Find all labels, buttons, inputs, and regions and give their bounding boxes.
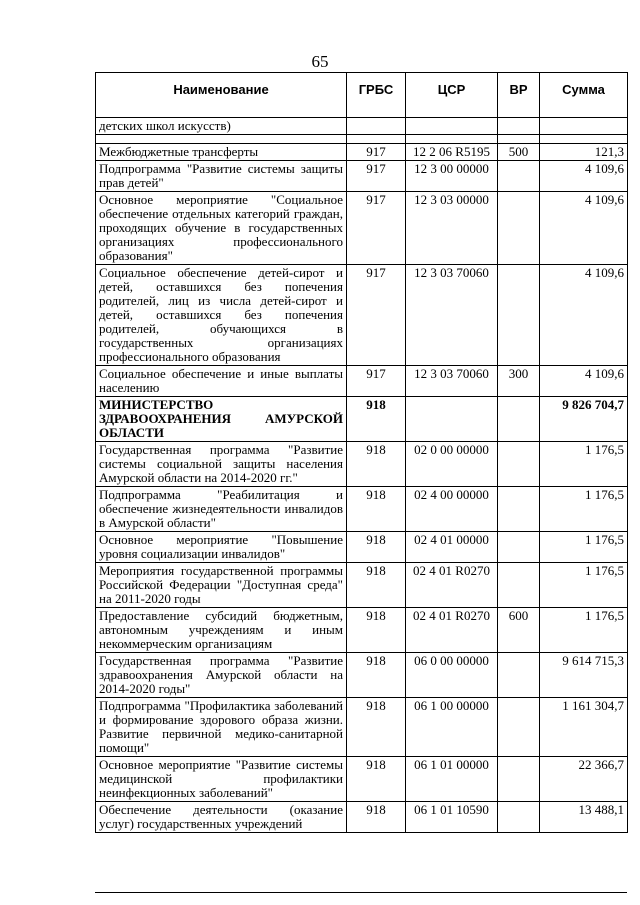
row-grbs-cell: 917 xyxy=(347,265,406,366)
row-name-cell: Подпрограмма "Реабилитация и обеспечение жизнедеятельности инвалидов в Амурской области" xyxy=(96,487,347,532)
row-vr-cell xyxy=(498,802,540,833)
row-sum-cell: 4 109,6 xyxy=(540,366,628,397)
row-sum-cell: 1 176,5 xyxy=(540,487,628,532)
row-name-cell: Социальное обеспечение детей-сирот и детей, оставшихся без попечения родителей, лиц из числа детей-сирот и детей, оставшихся без попечения родителей, обучающихся в государственных организациях профессионального образования xyxy=(96,265,347,366)
row-grbs-cell: 918 xyxy=(347,442,406,487)
table-row xyxy=(96,442,628,487)
row-name-cell: Основное мероприятие "Развитие системы медицинской профилактики неинфекционных заболеваний" xyxy=(96,757,347,802)
row-grbs-cell: 918 xyxy=(347,698,406,757)
row-name-cell: Социальное обеспечение и иные выплаты населению xyxy=(96,366,347,397)
table-row xyxy=(96,653,628,698)
row-csr-cell: 02 0 00 00000 xyxy=(406,442,498,487)
row-vr-cell xyxy=(498,563,540,608)
page-number: 65 xyxy=(311,52,329,71)
row-grbs-cell xyxy=(347,135,406,144)
table-row xyxy=(96,757,628,802)
row-name-cell: Государственная программа "Развитие здравоохранения Амурской области на 2014-2020 годы" xyxy=(96,653,347,698)
header-name: Наименование xyxy=(96,73,347,118)
row-sum-cell: 9 614 715,3 xyxy=(540,653,628,698)
row-vr-cell xyxy=(498,135,540,144)
row-grbs-cell: 918 xyxy=(347,757,406,802)
table-row xyxy=(96,265,628,366)
row-grbs-cell xyxy=(347,118,406,135)
row-vr-cell: 600 xyxy=(498,608,540,653)
row-vr-cell xyxy=(498,653,540,698)
table-row xyxy=(96,698,628,757)
row-name-cell: Мероприятия государственной программы Российской Федерации "Доступная среда" на 2011-2020 годы xyxy=(96,563,347,608)
row-sum-cell: 13 488,1 xyxy=(540,802,628,833)
row-vr-cell xyxy=(498,757,540,802)
row-grbs-cell: 917 xyxy=(347,161,406,192)
row-sum-cell: 1 176,5 xyxy=(540,563,628,608)
table-row xyxy=(96,366,628,397)
row-csr-cell: 02 4 01 R0270 xyxy=(406,563,498,608)
row-name-cell: Основное мероприятие "Социальное обеспечение отдельных категорий граждан, проходящих обучение в государственных организациях профессионального образования" xyxy=(96,192,347,265)
header-vr: ВР xyxy=(498,73,540,118)
row-grbs-cell: 918 xyxy=(347,653,406,698)
row-vr-cell: 300 xyxy=(498,366,540,397)
header-sum: Сумма xyxy=(540,73,628,118)
table-body xyxy=(96,118,628,833)
row-name-cell xyxy=(96,135,347,144)
row-csr-cell: 06 1 01 10590 xyxy=(406,802,498,833)
row-vr-cell xyxy=(498,487,540,532)
header-row xyxy=(96,73,628,118)
row-name-cell: Предоставление субсидий бюджетным, автономным учреждениям и иным некоммерческим организациям xyxy=(96,608,347,653)
table-header xyxy=(96,73,628,118)
table-row xyxy=(96,608,628,653)
row-sum-cell: 4 109,6 xyxy=(540,265,628,366)
row-vr-cell xyxy=(498,161,540,192)
table-row xyxy=(96,397,628,442)
row-csr-cell: 12 3 03 70060 xyxy=(406,366,498,397)
row-vr-cell xyxy=(498,265,540,366)
row-grbs-cell: 918 xyxy=(347,532,406,563)
row-sum-cell xyxy=(540,135,628,144)
table-row xyxy=(96,118,628,135)
row-grbs-cell: 918 xyxy=(347,802,406,833)
row-vr-cell xyxy=(498,442,540,487)
row-name-cell: Подпрограмма "Профилактика заболеваний и формирование здорового образа жизни. Развитие первичной медико-санитарной помощи" xyxy=(96,698,347,757)
row-grbs-cell: 918 xyxy=(347,397,406,442)
row-csr-cell: 06 0 00 00000 xyxy=(406,653,498,698)
row-sum-cell: 4 109,6 xyxy=(540,161,628,192)
row-sum-cell: 22 366,7 xyxy=(540,757,628,802)
header-grbs: ГРБС xyxy=(347,73,406,118)
row-sum-cell: 1 176,5 xyxy=(540,532,628,563)
table-row xyxy=(96,563,628,608)
row-name-cell: Государственная программа "Развитие системы социальной защиты населения Амурской области на 2014-2020 гг." xyxy=(96,442,347,487)
row-name-cell: Основное мероприятие "Повышение уровня социализации инвалидов" xyxy=(96,532,347,563)
row-csr-cell: 12 3 03 70060 xyxy=(406,265,498,366)
budget-table xyxy=(95,72,628,833)
table-spacer-row xyxy=(96,135,628,144)
row-csr-cell: 12 2 06 R5195 xyxy=(406,144,498,161)
table-row xyxy=(96,532,628,563)
table-row xyxy=(96,144,628,161)
table-row xyxy=(96,487,628,532)
row-name-cell: детских школ искусств) xyxy=(96,118,347,135)
row-csr-cell: 06 1 01 00000 xyxy=(406,757,498,802)
row-name-cell: Межбюджетные трансферты xyxy=(96,144,347,161)
row-vr-cell: 500 xyxy=(498,144,540,161)
row-grbs-cell: 918 xyxy=(347,563,406,608)
table-row xyxy=(96,802,628,833)
bottom-rule xyxy=(95,892,627,893)
row-vr-cell xyxy=(498,118,540,135)
row-grbs-cell: 917 xyxy=(347,366,406,397)
row-sum-cell: 1 176,5 xyxy=(540,608,628,653)
row-vr-cell xyxy=(498,192,540,265)
row-grbs-cell: 917 xyxy=(347,144,406,161)
row-vr-cell xyxy=(498,397,540,442)
row-sum-cell: 121,3 xyxy=(540,144,628,161)
row-vr-cell xyxy=(498,532,540,563)
header-csr: ЦСР xyxy=(406,73,498,118)
row-sum-cell: 9 826 704,7 xyxy=(540,397,628,442)
row-sum-cell: 1 161 304,7 xyxy=(540,698,628,757)
row-csr-cell xyxy=(406,118,498,135)
row-vr-cell xyxy=(498,698,540,757)
row-csr-cell: 02 4 00 00000 xyxy=(406,487,498,532)
row-csr-cell: 06 1 00 00000 xyxy=(406,698,498,757)
row-csr-cell xyxy=(406,397,498,442)
row-grbs-cell: 918 xyxy=(347,487,406,532)
table-row xyxy=(96,192,628,265)
row-csr-cell: 12 3 00 00000 xyxy=(406,161,498,192)
row-name-cell: Обеспечение деятельности (оказание услуг) государственных учреждений xyxy=(96,802,347,833)
row-name-cell: Подпрограмма "Развитие системы защиты прав детей" xyxy=(96,161,347,192)
row-csr-cell xyxy=(406,135,498,144)
table-row xyxy=(96,161,628,192)
row-csr-cell: 02 4 01 R0270 xyxy=(406,608,498,653)
row-csr-cell: 02 4 01 00000 xyxy=(406,532,498,563)
row-sum-cell: 4 109,6 xyxy=(540,192,628,265)
row-csr-cell: 12 3 03 00000 xyxy=(406,192,498,265)
row-sum-cell xyxy=(540,118,628,135)
row-grbs-cell: 918 xyxy=(347,608,406,653)
row-grbs-cell: 917 xyxy=(347,192,406,265)
row-sum-cell: 1 176,5 xyxy=(540,442,628,487)
row-name-cell: МИНИСТЕРСТВО ЗДРАВООХРАНЕНИЯ АМУРСКОЙ ОБЛАСТИ xyxy=(96,397,347,442)
